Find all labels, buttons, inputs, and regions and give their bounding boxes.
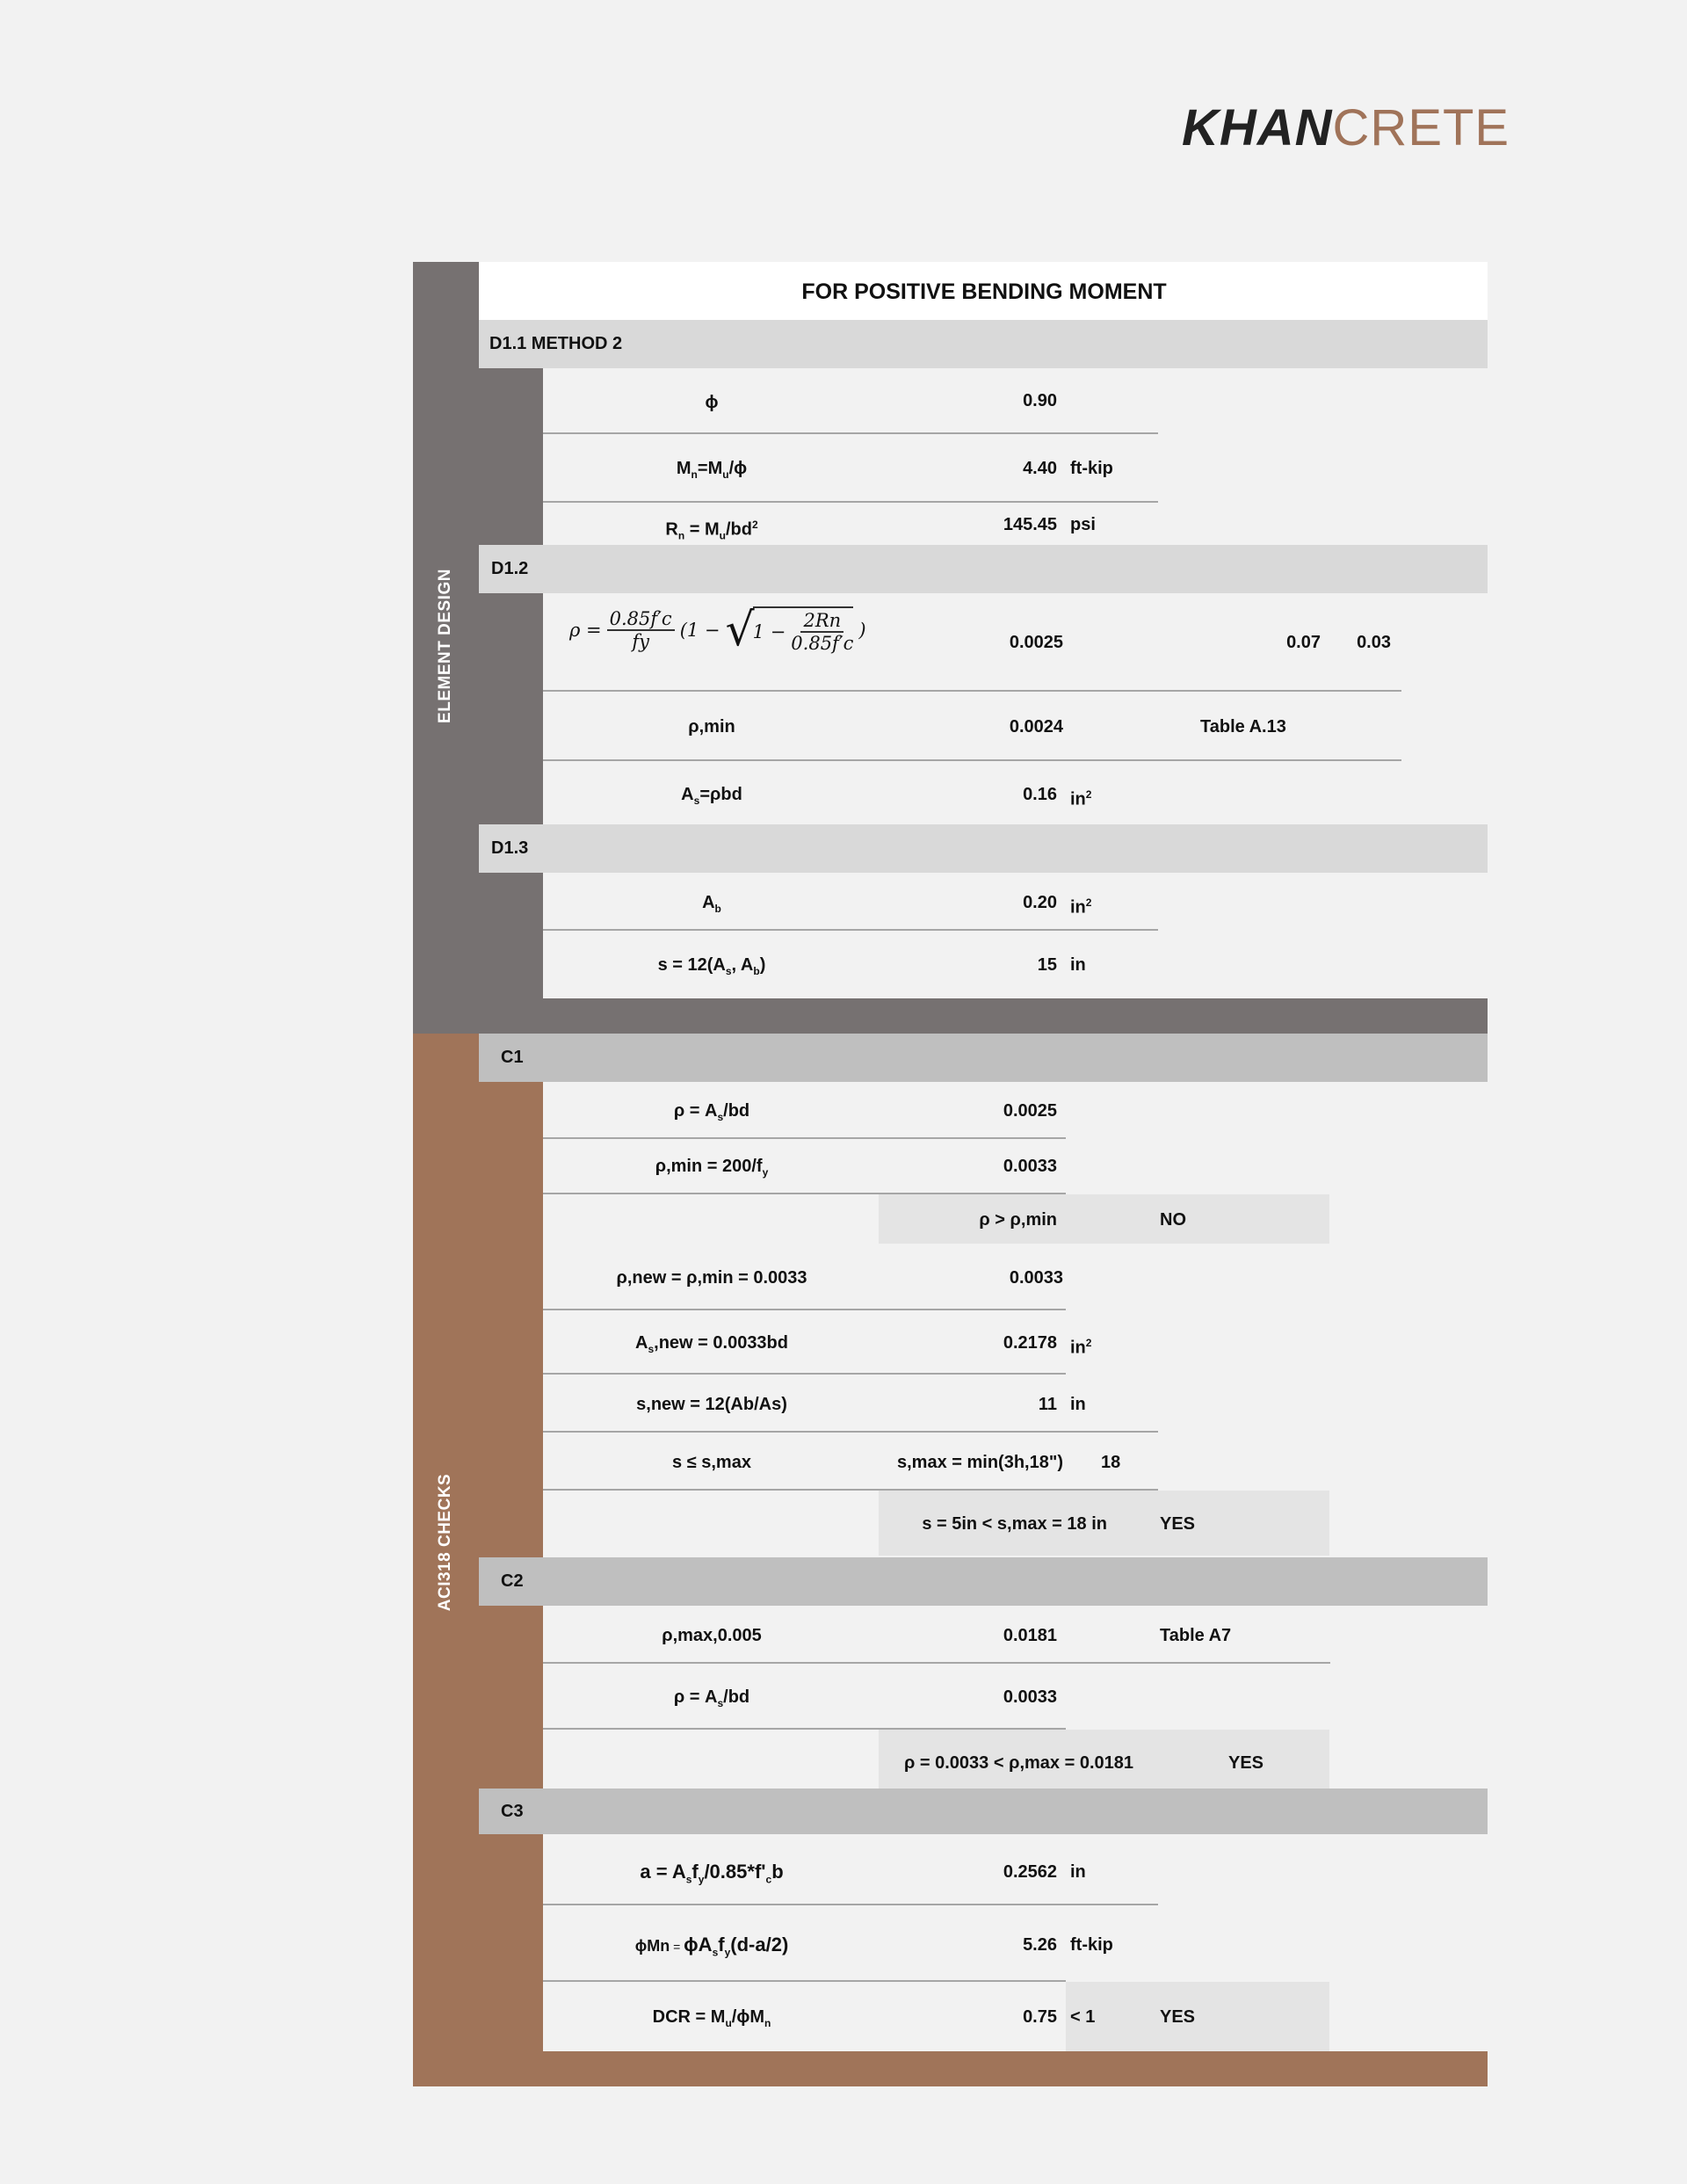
rho-value: 0.0025 [1009,633,1063,652]
c2-rho-label: $\rho = A_s/bd$ [673,1687,750,1709]
c1-asnew-unit: $in^2$ [1070,1337,1092,1358]
element-design-inner-bar [479,368,543,998]
as-label: $A_s=\rho bd$ [681,785,742,807]
logo-part-khan: KHAN [1182,99,1333,156]
rhomin-value: 0.0024 [1009,717,1063,736]
c3-phimn-label: $\phi Mn = \phi A_sf_y(d-a/2)$ [634,1934,789,1959]
spacing-unit: in [1070,955,1086,975]
mn-unit: ft-kip [1070,459,1113,478]
c1-smax-formula: s,max = min(3h,18") [896,1453,1063,1472]
phi-value: 0.90 [1023,391,1057,410]
element-design-bottom-bar [479,998,1488,1034]
c1-rho-label: $\rho = A_s/bd$ [673,1101,750,1123]
divider [543,1431,1158,1433]
c1-smax-label: s ≤ s,max [672,1453,751,1472]
extra-value-2: 0.03 [1357,633,1391,652]
ab-value: 0.20 [1023,893,1057,912]
c1-check2-label: s = 5in < s,max = 18 in [922,1514,1107,1534]
c3-dcr-label: DCR = $M_u/\phi M_n$ [652,2007,771,2029]
ab-label: $A_b$ [702,893,721,915]
divider [543,432,1158,434]
c1-asnew-value: 0.2178 [1003,1333,1057,1353]
aci-checks-bottom-bar [479,2051,1488,2086]
c1-snew-label: s,new = 12(Ab/As) [636,1395,787,1414]
c3-dcr-limit: < 1 [1070,2007,1096,2027]
c1-check1-result: NO [1160,1210,1186,1230]
as-value: 0.16 [1023,785,1057,804]
logo-part-crete: CRETE [1332,99,1510,156]
divider [543,501,1158,503]
c3-phimn-unit: ft-kip [1070,1935,1113,1955]
c2-rhomax-value: 0.0181 [1003,1626,1057,1645]
c1-rhonew-value: 0.0033 [1009,1268,1063,1288]
rn-label: $R_n = M_u/bd^2$ [665,519,758,542]
divider [543,690,1401,692]
c2-check-result: YES [1228,1753,1264,1773]
section-d13-header: D1.3 [479,824,1488,873]
mn-label: $M_n=M_u/\phi$ [676,459,748,481]
aci-checks-label: ACI318 CHECKS [436,1473,454,1612]
c3-a-label: $a = A_sf_y/0.85*f'_cb$ [640,1861,784,1886]
c1-rho-value: 0.0025 [1003,1101,1057,1121]
c1-snew-unit: in [1070,1395,1086,1414]
mn-value: 4.40 [1023,459,1057,478]
c3-phimn-value: 5.26 [1023,1935,1057,1955]
rn-unit: psi [1070,515,1096,534]
c1-asnew-label: $A_s,new = 0.0033bd$ [635,1333,788,1355]
c3-a-value: 0.2562 [1003,1862,1057,1882]
check-band [1066,1982,1329,2051]
divider [543,1137,1066,1139]
element-design-label: ELEMENT DESIGN [436,569,454,723]
c1-rhomin-label: $\rho,\min = 200/f_y$ [655,1157,769,1179]
phi-label: ϕ [705,393,719,412]
rhomin-label: ρ,min [688,717,735,736]
c2-rhomax-ref: Table A7 [1160,1626,1232,1645]
c1-snew-value: 11 [1038,1395,1057,1414]
as-unit: $in^2$ [1070,788,1092,809]
rn-value: 145.45 [1003,515,1057,534]
section-c2-header: C2 [479,1557,1488,1606]
khancrete-logo [1182,98,1510,157]
divider [543,1662,1330,1664]
c2-rhomax-label: ρ,max,0.005 [662,1626,762,1645]
section-c1-header: C1 [479,1034,1488,1082]
c2-rho-value: 0.0033 [1003,1687,1057,1707]
divider [543,1904,1158,1905]
divider [543,1373,1066,1375]
spacing-value: 15 [1037,955,1057,975]
c1-smax-value: 18 [1101,1453,1121,1472]
c3-dcr-result: YES [1160,2007,1196,2027]
c3-dcr-value: 0.75 [1023,2007,1057,2027]
rhomin-ref: Table A.13 [1200,717,1286,736]
c3-a-unit: in [1070,1862,1086,1882]
c2-check-label: ρ = 0.0033 < ρ,max = 0.0181 [903,1753,1133,1773]
ab-unit: $in^2$ [1070,896,1092,918]
rho-formula: ρ = $\frac{0.85f'c}{fy}$ (1 − √ 1 − $\frac{2Rn}{0.85f'c}$ ) [569,604,866,657]
section-c3-header: C3 [479,1789,1488,1834]
page-title: FOR POSITIVE BENDING MOMENT [801,279,1167,304]
c1-rhonew-label: ρ,new = ρ,min = 0.0033 [616,1268,807,1288]
extra-value-1: 0.07 [1286,633,1321,652]
divider [543,929,1158,931]
section-d11-header: D1.1 METHOD 2 [479,320,1488,368]
divider [543,1980,1066,1982]
section-d12-header: D1.2 [479,545,1488,593]
check-band [879,1194,1329,1244]
c1-check2-result: YES [1160,1514,1196,1534]
divider [543,759,1401,761]
c1-rhomin-value: 0.0033 [1003,1157,1057,1176]
c1-check1-label: ρ > ρ,min [979,1210,1057,1230]
spacing-label: $s = 12(A_s$, $A_b$) [657,955,766,977]
divider [543,1309,1066,1310]
